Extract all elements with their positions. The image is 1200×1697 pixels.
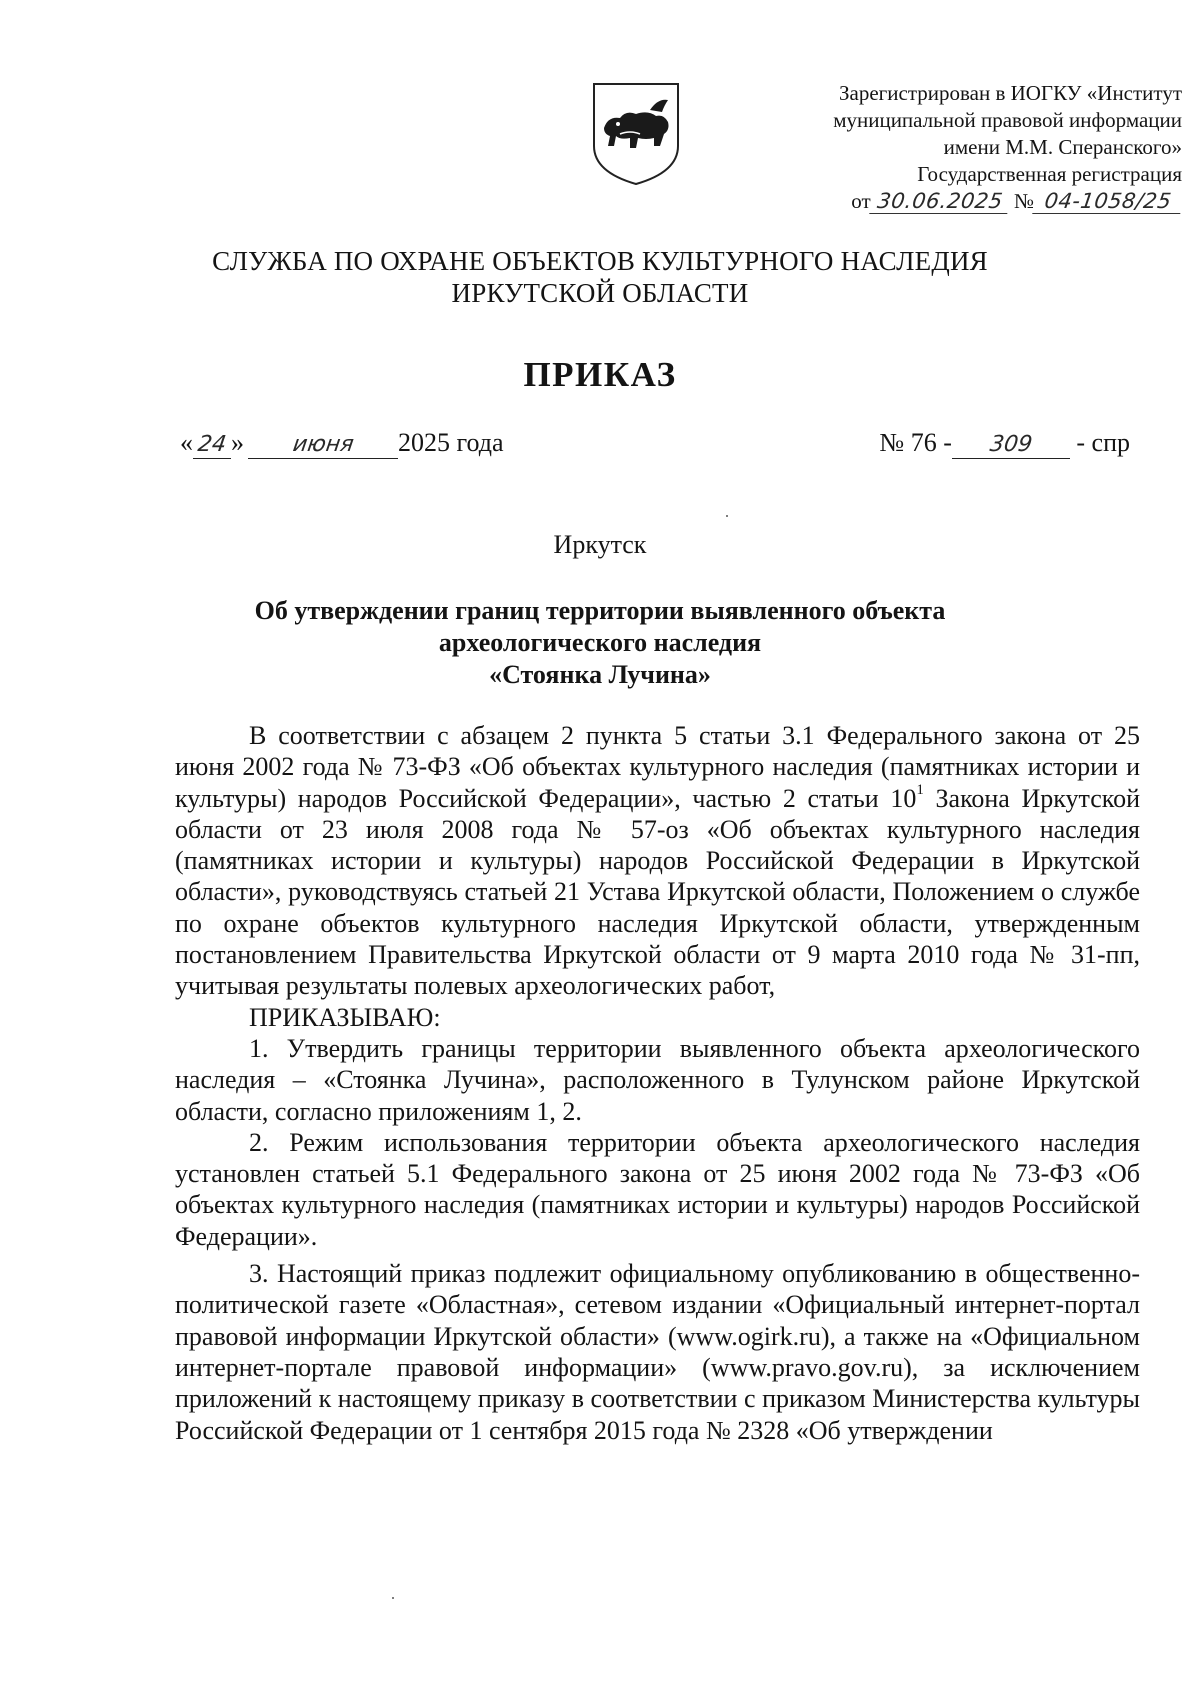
registration-date-value: 30.06.2025 bbox=[869, 189, 1011, 214]
order-number-field bbox=[952, 430, 1070, 459]
order-item-2: 2. Режим использования территории объекта археологического наследия установлен статьей 5.1 Федерального закона от 25 июня 2002 года № 73-ФЗ «Об объектах культурного наследия (памятниках истории и культуры) народов Российской Федерации». bbox=[175, 1127, 1140, 1251]
order-body bbox=[175, 720, 1140, 1446]
order-number-suffix: - спр bbox=[1076, 428, 1130, 457]
date-open-quote: « bbox=[180, 428, 193, 457]
order-item-1: 1. Утвердить границы территории выявленного объекта археологического наследия – «Стоянка Лучина», расположенного в Тулунском районе Иркутской области, согласно приложениям 1, 2. bbox=[175, 1033, 1140, 1126]
agency-name-line-2: ИРКУТСКОЙ ОБЛАСТИ bbox=[451, 278, 749, 308]
scan-speck bbox=[726, 515, 728, 517]
preamble-text-part-1: В соответствии с абзацем 2 пункта 5 статьи 3.1 Федерального закона от 25 июня 2002 года № 73-ФЗ «Об объектах культурного наследия (памятниках истории и культуры) народов Российской Федерации», частью 2 статьи 10 bbox=[175, 721, 1140, 813]
document-type-title: ПРИКАЗ bbox=[523, 355, 677, 394]
order-subject bbox=[0, 595, 1200, 691]
date-year-text: 2025 года bbox=[398, 428, 504, 457]
irkutsk-coat-of-arms-icon bbox=[590, 80, 682, 188]
subject-line-2: археологического наследия bbox=[438, 628, 762, 657]
preamble-superscript: 1 bbox=[916, 781, 924, 798]
date-close-quote: » bbox=[231, 428, 244, 457]
order-number-prefix: № 76 - bbox=[879, 428, 952, 457]
registration-number-prefix: № bbox=[1013, 189, 1034, 213]
agency-name bbox=[0, 245, 1200, 309]
order-number-value: 309 bbox=[988, 432, 1034, 457]
scan-speck bbox=[392, 1597, 394, 1599]
preamble-paragraph bbox=[175, 720, 1140, 1002]
date-month-field bbox=[248, 430, 398, 459]
preamble-text-part-2: Закона Иркутской области от 23 июля 2008 года № 57-оз «Об объектах культурного наследия (памятниках истории и культуры) народов Российской Федерации в Иркутской области», руководствуясь статьей 21 Устава Иркутской области, Положением о службе по охране объектов культурного наследия Иркутской области, утвержденным постановлением Правительства Иркутской области от 9 марта 2010 года № 31-пп, учитывая результаты полевых археологических работ, bbox=[175, 783, 1140, 1001]
registration-line-2: муниципальной правовой информации bbox=[833, 108, 1182, 132]
subject-line-3: «Стоянка Лучина» bbox=[489, 660, 711, 689]
order-word: ПРИКАЗЫВАЮ: bbox=[249, 1002, 441, 1032]
registration-line-3: имени М.М. Сперанского» bbox=[943, 135, 1182, 159]
order-date bbox=[180, 428, 504, 459]
date-day-field bbox=[193, 430, 231, 459]
subject-line-1: Об утверждении границ территории выявленного объекта bbox=[254, 596, 946, 625]
order-number bbox=[879, 428, 1130, 459]
date-month-value: июня bbox=[291, 432, 356, 457]
agency-name-line-1: СЛУЖБА ПО ОХРАНЕ ОБЪЕКТОВ КУЛЬТУРНОГО НАСЛЕДИЯ bbox=[212, 246, 988, 276]
registration-block bbox=[762, 80, 1182, 215]
registration-line-4: Государственная регистрация bbox=[917, 162, 1182, 186]
date-day-value: 24 bbox=[196, 432, 228, 457]
registration-number-value: 04-1058/25 bbox=[1032, 189, 1184, 214]
registration-date-line bbox=[762, 188, 1182, 215]
order-item-3: 3. Настоящий приказ подлежит официальному опубликованию в общественно-политической газете «Областная», сетевом издании «Официальный интернет-портал правовой информации Иркутской области» (www.ogirk.ru), а также на «Официальном интернет-портале правовой информации» (www.pravo.gov.ru), за исключением приложений к настоящему приказу в соответствии с приказом Министерства культуры Российской Федерации от 1 сентября 2015 года № 2328 «Об утверждении bbox=[175, 1259, 1140, 1445]
city-name: Иркутск bbox=[553, 530, 647, 559]
registration-line-1: Зарегистрирован в ИОГКУ «Институт bbox=[838, 81, 1182, 105]
registration-date-prefix: от bbox=[851, 189, 871, 213]
